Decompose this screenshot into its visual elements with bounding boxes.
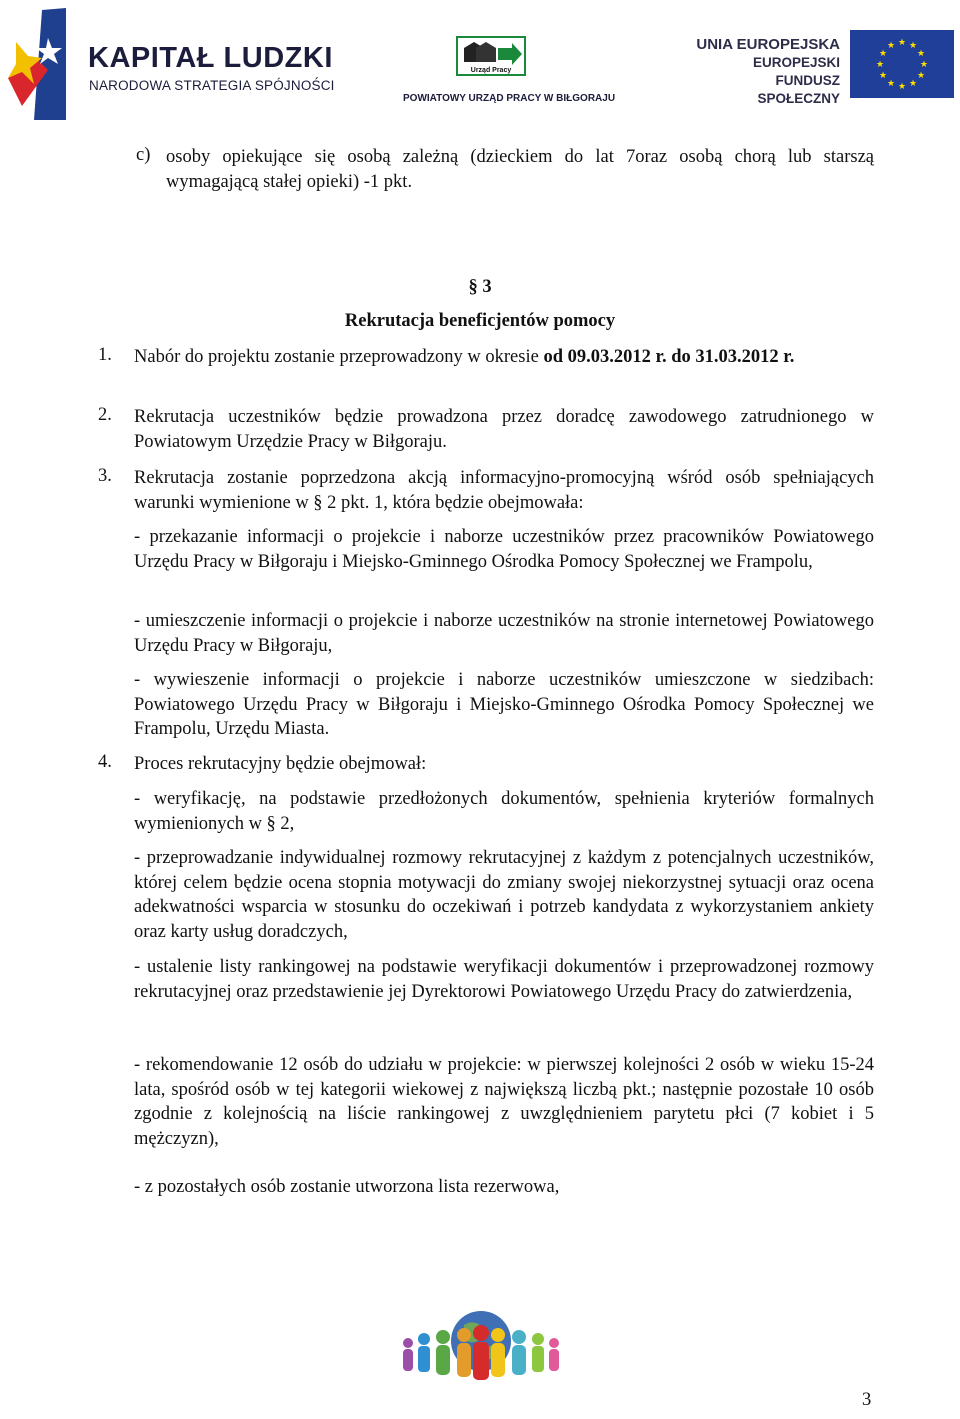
point-2-number: 2.: [98, 405, 112, 425]
svg-text:★: ★: [886, 41, 896, 51]
urzad-pracy-logo: [456, 36, 526, 76]
point-1-number: 1.: [98, 345, 112, 365]
point-3-text: Rekrutacja zostanie poprzedzona akcją informacyjno-promocyjną wśród osób spełniających warunki wymienione w § 2 pkt. 1, która będzie obejmowała:: [134, 468, 874, 513]
point-4-item-5: - z pozostałych osób zostanie utworzona lista rezerwowa,: [134, 1177, 560, 1197]
point-1-text-pre: Nabór do projektu zostanie przeprowadzony w okresie: [134, 347, 544, 367]
svg-text:★: ★: [916, 71, 926, 81]
point-1-dates: od 09.03.2012 r. do 31.03.2012 r.: [543, 347, 795, 367]
svg-text:★: ★: [897, 38, 907, 48]
kapital-ludzki-title: KAPITAŁ LUDZKI: [88, 42, 333, 74]
page-number: 3: [862, 1390, 872, 1410]
point-4-item-3: - ustalenie listy rankingowej na podstawie weryfikacji dokumentów i przeprowadzonej rozmowy rekrutacyjnej oraz przedstawienie jej Dyrektorowi Powiatowego Urzędu Pracy do zatwierdzenia,: [134, 957, 874, 1002]
eu-line-1: UNIA EUROPEJSKA: [696, 36, 840, 53]
point-1-text: [134, 345, 874, 370]
svg-text:★: ★: [878, 49, 888, 59]
eu-text: [690, 36, 840, 108]
section-number: § 3: [468, 277, 492, 297]
point-4-item-1: - weryfikację, na podstawie przedłożonych dokumentów, spełnienia kryteriów formalnych wymienionych w § 2,: [134, 789, 874, 834]
svg-text:★: ★: [875, 60, 885, 70]
eu-line-3: FUNDUSZ SPOŁECZNY: [757, 73, 840, 106]
svg-text:★: ★: [878, 71, 888, 81]
eu-line-2: EUROPEJSKI: [752, 55, 840, 70]
svg-text:★: ★: [897, 82, 907, 92]
point-4-item-4: - rekomendowanie 12 osób do udziału w projekcie: w pierwszej kolejności 2 osób w wieku 15-24 lata, spośród osób w tej kategorii wiekowej z największą liczbą pkt.; następnie pozostałe 10 osób zgodnie z kolejnością na liście rankingowej z uwzględnieniem parytetu płci (7 kobiet i 5 mężczyzn),: [134, 1055, 874, 1149]
svg-text:Urząd Pracy: Urząd Pracy: [470, 67, 512, 74]
kapital-ludzki-logo: [8, 8, 70, 120]
item-c-label: c): [136, 145, 151, 165]
point-4-text: Proces rekrutacyjny będzie obejmował:: [134, 754, 427, 774]
eu-flag-icon: [850, 30, 954, 98]
point-4-item-2: - przeprowadzanie indywidualnej rozmowy rekrutacyjnej z każdym z potencjalnych uczestników, której celem będzie ocena stopnia motywacji do zmiany swojej niekorzystnej sytuacji oraz ocena adekwatności wsparcia w stosunku do oczekiwań i potrzeb kandydata z wykorzystaniem ankiety oraz karty usług doradczych,: [134, 848, 874, 942]
point-3-item-2: - umieszczenie informacji o projekcie i naborze uczestników na stronie internetowej Powiatowego Urzędu Pracy w Biłgoraju,: [134, 611, 874, 656]
svg-text:★: ★: [919, 60, 929, 70]
item-c-text: osoby opiekujące się osobą zależną (dzieckiem do lat 7oraz osobą chorą lub starszą wymagającą stałej opieki) -1 pkt.: [166, 147, 874, 192]
page-header: [0, 0, 960, 125]
section-title: Rekrutacja beneficjentów pomocy: [344, 311, 616, 331]
point-4-number: 4.: [98, 752, 112, 772]
globe-people-logo: [398, 1303, 564, 1383]
svg-text:★: ★: [916, 49, 926, 59]
svg-text:★: ★: [908, 79, 918, 89]
point-2-text: Rekrutacja uczestników będzie prowadzona przez doradcę zawodowego zatrudnionego w Powiatowym Urzędzie Pracy w Biłgoraju.: [134, 407, 874, 452]
svg-text:★: ★: [886, 79, 896, 89]
urzad-pracy-caption: POWIATOWY URZĄD PRACY W BIŁGORAJU: [403, 93, 616, 104]
point-3-number: 3.: [98, 466, 112, 486]
kapital-ludzki-subtitle: NARODOWA STRATEGIA SPÓJNOŚCI: [89, 78, 335, 93]
svg-text:★: ★: [908, 41, 918, 51]
point-3-item-3: - wywieszenie informacji o projekcie i naborze uczestników umieszczone w siedzibach: Powiatowego Urzędu Pracy w Biłgoraju i Miejsko-Gminnego Ośrodka Pomocy Społecznej we Frampolu, Urzędu Miasta.: [134, 670, 874, 739]
point-3-item-1: - przekazanie informacji o projekcie i naborze uczestników przez pracowników Powiatowego Urzędu Pracy w Biłgoraju i Miejsko-Gminnego Ośrodka Pomocy Społecznej we Frampolu,: [134, 527, 874, 572]
